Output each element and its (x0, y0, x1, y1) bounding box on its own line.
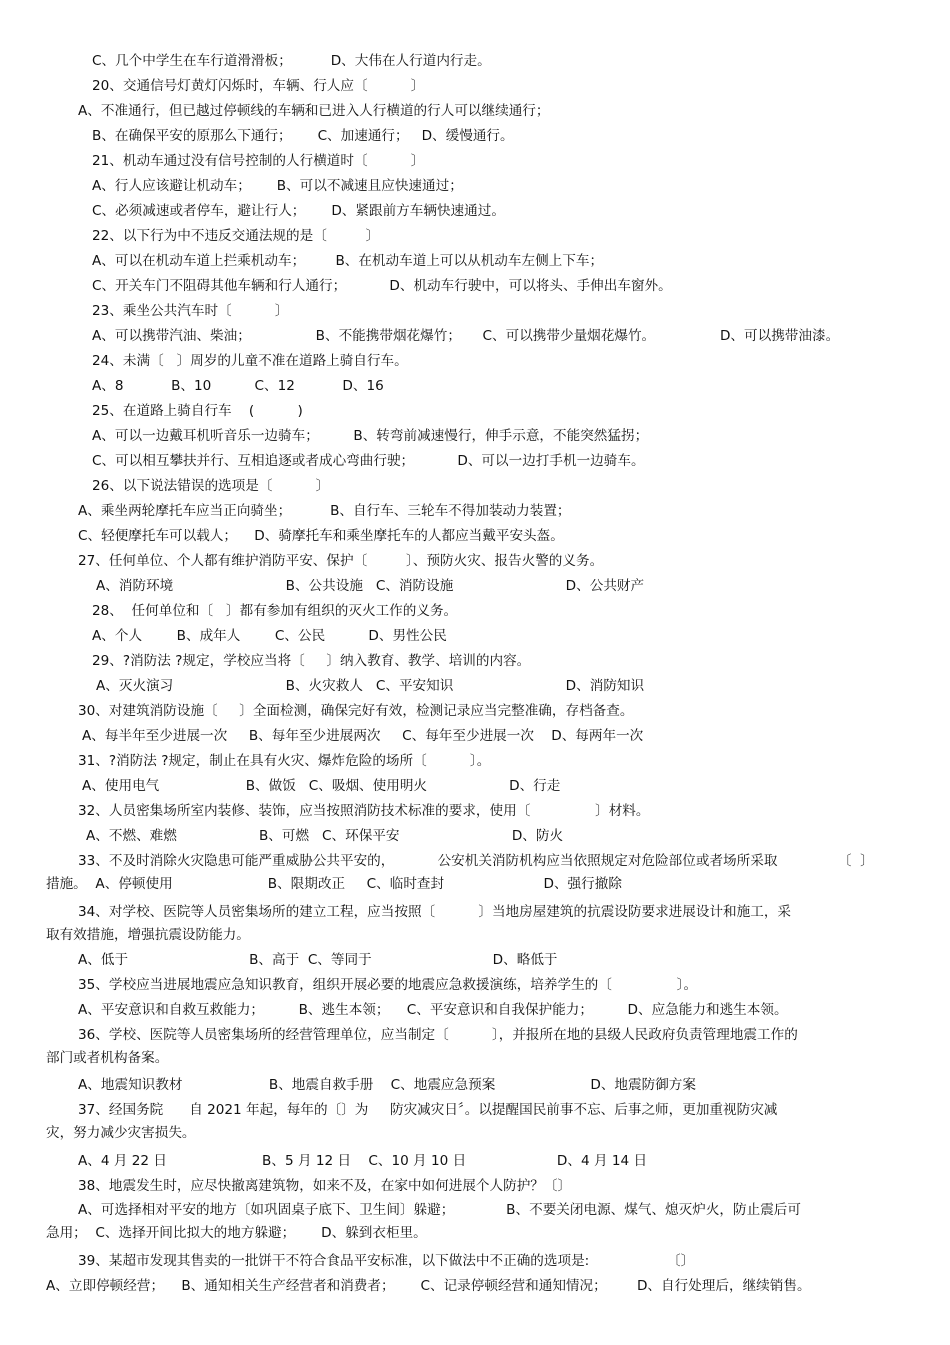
text-line: 部门或者机构备案。 (46, 1050, 169, 1066)
question-31: 31、?消防法 ?规定，制止在具有火灾、爆炸危险的场所〔 〕。 (78, 753, 491, 769)
question-20: 20、交通信号灯黄灯闪烁时，车辆、行人应〔 〕 (92, 78, 425, 94)
text-line: A、平安意识和自救互救能力； B、逃生本领； C、平安意识和自我保护能力； D、应急能力和逃生本领。 (78, 1002, 788, 1018)
text-line: A、可选择相对平安的地方〔如巩固桌子底下、卫生间〕躲避； B、不要关闭电源、煤气、熄灭炉火，防止震后可 (78, 1202, 801, 1218)
text-line: A、4 月 22 日 B、5 月 12 日 C、10 月 10 日 D、4 月 14 日 (78, 1153, 648, 1169)
question-25: 25、在道路上骑自行车 ( ) (92, 403, 303, 419)
text-line: C、轻便摩托车可以载人； D、骑摩托车和乘坐摩托车的人都应当戴平安头盔。 (78, 528, 564, 544)
text-line: A、行人应该避让机动车； B、可以不减速且应快速通过； (92, 178, 463, 194)
text-line: A、使用电气 B、做饭 C、吸烟、使用明火 D、行走 (82, 778, 561, 794)
question-36: 36、学校、医院等人员密集场所的经营管理单位，应当制定〔 〕，并报所在地的县级人民政府负责管理地震工作的 (78, 1027, 798, 1043)
text-line: A、不燃、难燃 B、可燃 C、环保平安 D、防火 (86, 828, 564, 844)
question-34: 34、对学校、医院等人员密集场所的建立工程，应当按照〔 〕当地房屋建筑的抗震设防要求进展设计和施工，采 (78, 904, 792, 920)
text-line: C、可以相互攀扶并行、互相追逐或者成心弯曲行驶； D、可以一边打手机一边骑车。 (92, 453, 645, 469)
text-line: 取有效措施，增强抗震设防能力。 (46, 927, 250, 943)
question-30: 30、对建筑消防设施〔 〕全面检测，确保完好有效，检测记录应当完整准确，存档备查。 (78, 703, 634, 719)
question-27: 27、任何单位、个人都有维护消防平安、保护〔 〕、预防火灾、报告火警的义务。 (78, 553, 604, 569)
question-23: 23、乘坐公共汽车时〔 〕 (92, 303, 289, 319)
question-33: 33、不及时消除火灾隐患可能严重威胁公共平安的， 公安机关消防机构应当依照规定对危险部位或者场所采取 〔 〕 (78, 853, 874, 869)
text-line: A、可以携带汽油、柴油； B、不能携带烟花爆竹； C、可以携带少量烟花爆竹。 D、可以携带油漆。 (92, 328, 840, 344)
question-35: 35、学校应当进展地震应急知识教育，组织开展必要的地震应急救援演练，培养学生的〔 〕。 (78, 977, 698, 993)
question-39: 39、某超市发现其售卖的一批饼干不符合食品平安标准，以下做法中不正确的选项是: 〔〕 (78, 1253, 695, 1269)
question-38: 38、地震发生时，应尽快撤离建筑物，如来不及，在家中如何进展个人防护？〔〕 (78, 1178, 572, 1194)
text-line: A、消防环境 B、公共设施 C、消防设施 D、公共财产 (96, 578, 645, 594)
question-29: 29、?消防法 ?规定，学校应当将〔 〕纳入教育、教学、培训的内容。 (92, 653, 531, 669)
text-line: A、地震知识教材 B、地震自救手册 C、地震应急预案 D、地震防御方案 (78, 1077, 696, 1093)
text-line: A、可以一边戴耳机听音乐一边骑车； B、转弯前减速慢行，伸手示意，不能突然猛拐； (92, 428, 649, 444)
question-28: 28、 任何单位和〔 〕都有参加有组织的灭火工作的义务。 (92, 603, 458, 619)
text-line: C、开关车门不阻碍其他车辆和行人通行； D、机动车行驶中，可以将头、手伸出车窗外。 (92, 278, 672, 294)
question-21: 21、机动车通过没有信号控制的人行横道时〔 〕 (92, 153, 425, 169)
text-line: A、可以在机动车道上拦乘机动车； B、在机动车道上可以从机动车左侧上下车； (92, 253, 604, 269)
text-line: A、每半年至少进展一次 B、每年至少进展两次 C、每年至少进展一次 D、每两年一次 (82, 728, 644, 744)
text-line: B、在确保平安的原那么下通行； C、加速通行； D、缓慢通行。 (92, 128, 514, 144)
question-26: 26、以下说法错误的选项是〔 〕 (92, 478, 330, 494)
question-22: 22、以下行为中不违反交通法规的是〔 〕 (92, 228, 380, 244)
text-line: 灾，努力减少灾害损失。 (46, 1125, 196, 1141)
text-line: A、个人 B、成年人 C、公民 D、男性公民 (92, 628, 447, 644)
question-32: 32、人员密集场所室内装修、装饰，应当按照消防技术标准的要求，使用〔 〕材料。 (78, 803, 650, 819)
text-line: A、低于 B、高于 C、等同于 D、略低于 (78, 952, 558, 968)
text-line: A、乘坐两轮摩托车应当正向骑坐； B、自行车、三轮车不得加装动力装置； (78, 503, 571, 519)
text-line: 急用； C、选择开间比拟大的地方躲避； D、躲到衣柜里。 (46, 1225, 427, 1241)
text-line: 措施。 A、停顿使用 B、限期改正 C、临时查封 D、强行撤除 (46, 876, 622, 892)
text-line: A、8 B、10 C、12 D、16 (92, 378, 384, 394)
text-line: C、几个中学生在车行道滑滑板； D、大伟在人行道内行走。 (92, 53, 491, 69)
text-line: A、立即停顿经营； B、通知相关生产经营者和消费者； C、记录停顿经营和通知情况； D、自行处理后，继续销售。 (46, 1278, 811, 1294)
text-line: C、必须减速或者停车，避让行人； D、紧跟前方车辆快速通过。 (92, 203, 505, 219)
question-37: 37、经国务院 自 2021 年起，每年的〔〕为 防灾减灾日〞。以提醒国民前事不忘、后事之师，更加重视防灾减 (78, 1102, 778, 1118)
text-line: A、不准通行，但已越过停顿线的车辆和已进入人行横道的行人可以继续通行； (78, 103, 550, 119)
question-24: 24、未满〔 〕周岁的儿童不准在道路上骑自行车。 (92, 353, 408, 369)
text-line: A、灭火演习 B、火灾救人 C、平安知识 D、消防知识 (96, 678, 645, 694)
